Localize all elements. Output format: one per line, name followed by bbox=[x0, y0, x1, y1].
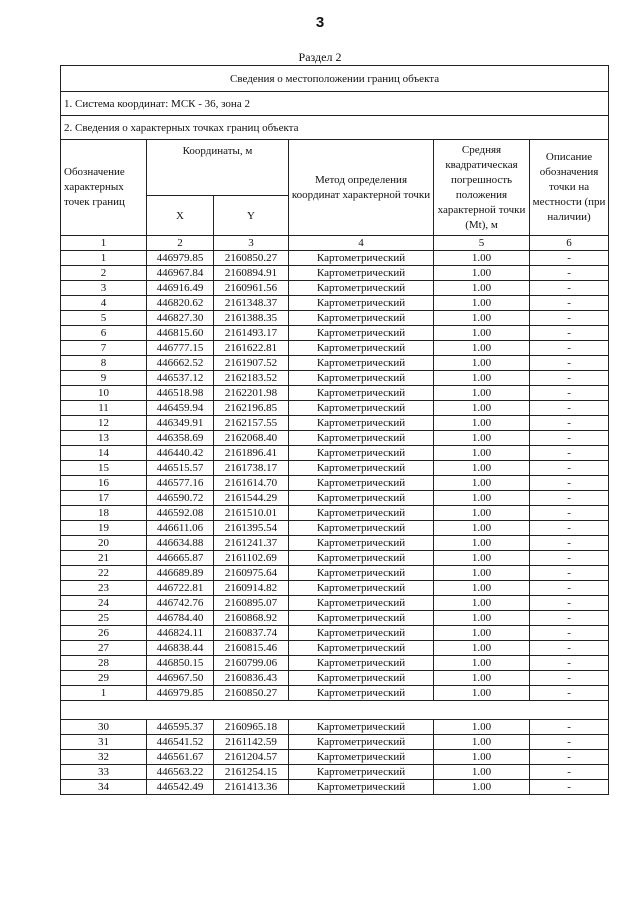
accuracy-cell: 1.00 bbox=[434, 281, 530, 296]
section-title: Раздел 2 bbox=[298, 50, 342, 64]
accuracy-cell: 1.00 bbox=[434, 401, 530, 416]
header-y: Y bbox=[214, 196, 289, 236]
y-coord-cell: 2161622.81 bbox=[214, 341, 289, 356]
x-coord-cell: 446662.52 bbox=[147, 356, 214, 371]
x-coord-cell: 446722.81 bbox=[147, 581, 214, 596]
x-coord-cell: 446358.69 bbox=[147, 431, 214, 446]
method-cell: Картометрический bbox=[289, 326, 434, 341]
method-cell: Картометрический bbox=[289, 566, 434, 581]
y-coord-cell: 2162068.40 bbox=[214, 431, 289, 446]
method-cell: Картометрический bbox=[289, 446, 434, 461]
x-coord-cell: 446518.98 bbox=[147, 386, 214, 401]
y-coord-cell: 2160895.07 bbox=[214, 596, 289, 611]
group-separator-row bbox=[61, 701, 609, 720]
accuracy-cell: 1.00 bbox=[434, 251, 530, 266]
accuracy-cell: 1.00 bbox=[434, 371, 530, 386]
point-number-cell: 27 bbox=[61, 641, 147, 656]
column-number: 1 bbox=[61, 236, 147, 251]
table-row bbox=[61, 750, 609, 765]
y-coord-cell: 2160799.06 bbox=[214, 656, 289, 671]
method-cell: Картометрический bbox=[289, 551, 434, 566]
table-row bbox=[61, 371, 609, 386]
y-coord-cell: 2161348.37 bbox=[214, 296, 289, 311]
point-number-cell: 31 bbox=[61, 735, 147, 750]
method-cell: Картометрический bbox=[289, 401, 434, 416]
y-coord-cell: 2162157.55 bbox=[214, 416, 289, 431]
description-cell: - bbox=[530, 656, 609, 671]
y-coord-cell: 2162183.52 bbox=[214, 371, 289, 386]
x-coord-cell: 446515.57 bbox=[147, 461, 214, 476]
method-cell: Картометрический bbox=[289, 750, 434, 765]
point-number-cell: 16 bbox=[61, 476, 147, 491]
description-cell: - bbox=[530, 671, 609, 686]
point-number-cell: 11 bbox=[61, 401, 147, 416]
accuracy-cell: 1.00 bbox=[434, 536, 530, 551]
point-number-cell: 1 bbox=[61, 251, 147, 266]
table-row bbox=[61, 521, 609, 536]
column-number: 5 bbox=[434, 236, 530, 251]
y-coord-cell: 2161204.57 bbox=[214, 750, 289, 765]
x-coord-cell: 446967.50 bbox=[147, 671, 214, 686]
y-coord-cell: 2160961.56 bbox=[214, 281, 289, 296]
x-coord-cell: 446838.44 bbox=[147, 641, 214, 656]
method-cell: Картометрический bbox=[289, 735, 434, 750]
column-number: 2 bbox=[147, 236, 214, 251]
method-cell: Картометрический bbox=[289, 416, 434, 431]
table-row bbox=[61, 266, 609, 281]
y-coord-cell: 2161142.59 bbox=[214, 735, 289, 750]
description-cell: - bbox=[530, 765, 609, 780]
y-coord-cell: 2161614.70 bbox=[214, 476, 289, 491]
table-row bbox=[61, 476, 609, 491]
point-number-cell: 15 bbox=[61, 461, 147, 476]
description-cell: - bbox=[530, 281, 609, 296]
method-cell: Картометрический bbox=[289, 626, 434, 641]
description-cell: - bbox=[530, 461, 609, 476]
table-row bbox=[61, 596, 609, 611]
method-cell: Картометрический bbox=[289, 536, 434, 551]
description-cell: - bbox=[530, 416, 609, 431]
x-coord-cell: 446815.60 bbox=[147, 326, 214, 341]
point-number-cell: 29 bbox=[61, 671, 147, 686]
accuracy-cell: 1.00 bbox=[434, 626, 530, 641]
table-row bbox=[61, 341, 609, 356]
method-cell: Картометрический bbox=[289, 641, 434, 656]
table-row bbox=[61, 656, 609, 671]
accuracy-cell: 1.00 bbox=[434, 765, 530, 780]
header-designation: Обозначение характерных точек границ bbox=[61, 140, 147, 236]
method-cell: Картометрический bbox=[289, 596, 434, 611]
method-cell: Картометрический bbox=[289, 765, 434, 780]
description-cell: - bbox=[530, 311, 609, 326]
point-number-cell: 8 bbox=[61, 356, 147, 371]
method-cell: Картометрический bbox=[289, 656, 434, 671]
accuracy-cell: 1.00 bbox=[434, 596, 530, 611]
description-cell: - bbox=[530, 296, 609, 311]
accuracy-cell: 1.00 bbox=[434, 551, 530, 566]
method-cell: Картометрический bbox=[289, 281, 434, 296]
description-cell: - bbox=[530, 401, 609, 416]
method-cell: Картометрический bbox=[289, 491, 434, 506]
accuracy-cell: 1.00 bbox=[434, 656, 530, 671]
description-cell: - bbox=[530, 506, 609, 521]
point-number-cell: 13 bbox=[61, 431, 147, 446]
y-coord-cell: 2161493.17 bbox=[214, 326, 289, 341]
y-coord-cell: 2161413.36 bbox=[214, 780, 289, 795]
column-number: 6 bbox=[530, 236, 609, 251]
y-coord-cell: 2160914.82 bbox=[214, 581, 289, 596]
accuracy-cell: 1.00 bbox=[434, 506, 530, 521]
method-cell: Картометрический bbox=[289, 521, 434, 536]
table-row bbox=[61, 491, 609, 506]
table-row bbox=[61, 611, 609, 626]
table-row bbox=[61, 461, 609, 476]
method-cell: Картометрический bbox=[289, 371, 434, 386]
description-cell: - bbox=[530, 251, 609, 266]
description-cell: - bbox=[530, 735, 609, 750]
table-row bbox=[61, 686, 609, 701]
point-number-cell: 3 bbox=[61, 281, 147, 296]
method-cell: Картометрический bbox=[289, 296, 434, 311]
y-coord-cell: 2161738.17 bbox=[214, 461, 289, 476]
description-cell: - bbox=[530, 356, 609, 371]
accuracy-cell: 1.00 bbox=[434, 476, 530, 491]
point-number-cell: 19 bbox=[61, 521, 147, 536]
point-number-cell: 32 bbox=[61, 750, 147, 765]
table-row bbox=[61, 311, 609, 326]
description-cell: - bbox=[530, 720, 609, 735]
x-coord-cell: 446850.15 bbox=[147, 656, 214, 671]
coordinate-system: 1. Система координат: МСК - 36, зона 2 bbox=[61, 92, 609, 116]
x-coord-cell: 446979.85 bbox=[147, 251, 214, 266]
accuracy-cell: 1.00 bbox=[434, 686, 530, 701]
point-number-cell: 4 bbox=[61, 296, 147, 311]
x-coord-cell: 446827.30 bbox=[147, 311, 214, 326]
accuracy-cell: 1.00 bbox=[434, 491, 530, 506]
table-row bbox=[61, 386, 609, 401]
x-coord-cell: 446440.42 bbox=[147, 446, 214, 461]
accuracy-cell: 1.00 bbox=[434, 566, 530, 581]
point-number-cell: 10 bbox=[61, 386, 147, 401]
table-row bbox=[61, 296, 609, 311]
x-coord-cell: 446634.88 bbox=[147, 536, 214, 551]
method-cell: Картометрический bbox=[289, 431, 434, 446]
table-row bbox=[61, 251, 609, 266]
description-cell: - bbox=[530, 341, 609, 356]
table-row bbox=[61, 446, 609, 461]
y-coord-cell: 2161896.41 bbox=[214, 446, 289, 461]
description-cell: - bbox=[530, 641, 609, 656]
header-accuracy: Средняя квадратическая погрешность положения характерной точки (Mt), м bbox=[434, 140, 530, 236]
table-row bbox=[61, 536, 609, 551]
description-cell: - bbox=[530, 386, 609, 401]
accuracy-cell: 1.00 bbox=[434, 446, 530, 461]
table-row bbox=[61, 566, 609, 581]
point-number-cell: 7 bbox=[61, 341, 147, 356]
y-coord-cell: 2162196.85 bbox=[214, 401, 289, 416]
method-cell: Картометрический bbox=[289, 720, 434, 735]
table-row bbox=[61, 641, 609, 656]
y-coord-cell: 2160837.74 bbox=[214, 626, 289, 641]
y-coord-cell: 2161241.37 bbox=[214, 536, 289, 551]
point-number-cell: 14 bbox=[61, 446, 147, 461]
y-coord-cell: 2161544.29 bbox=[214, 491, 289, 506]
method-cell: Картометрический bbox=[289, 266, 434, 281]
x-coord-cell: 446967.84 bbox=[147, 266, 214, 281]
table-row bbox=[61, 720, 609, 735]
y-coord-cell: 2161388.35 bbox=[214, 311, 289, 326]
description-cell: - bbox=[530, 626, 609, 641]
x-coord-cell: 446916.49 bbox=[147, 281, 214, 296]
y-coord-cell: 2160836.43 bbox=[214, 671, 289, 686]
table-row bbox=[61, 356, 609, 371]
x-coord-cell: 446820.62 bbox=[147, 296, 214, 311]
empty-separator-cell bbox=[61, 701, 609, 720]
table-row bbox=[61, 581, 609, 596]
y-coord-cell: 2160894.91 bbox=[214, 266, 289, 281]
method-cell: Картометрический bbox=[289, 251, 434, 266]
x-coord-cell: 446595.37 bbox=[147, 720, 214, 735]
x-coord-cell: 446541.52 bbox=[147, 735, 214, 750]
x-coord-cell: 446777.15 bbox=[147, 341, 214, 356]
x-coord-cell: 446689.89 bbox=[147, 566, 214, 581]
point-number-cell: 9 bbox=[61, 371, 147, 386]
point-number-cell: 23 bbox=[61, 581, 147, 596]
y-coord-cell: 2161254.15 bbox=[214, 765, 289, 780]
description-cell: - bbox=[530, 521, 609, 536]
description-cell: - bbox=[530, 551, 609, 566]
x-coord-cell: 446563.22 bbox=[147, 765, 214, 780]
method-cell: Картометрический bbox=[289, 686, 434, 701]
table-row bbox=[61, 765, 609, 780]
method-cell: Картометрический bbox=[289, 581, 434, 596]
point-number-cell: 21 bbox=[61, 551, 147, 566]
point-number-cell: 12 bbox=[61, 416, 147, 431]
accuracy-cell: 1.00 bbox=[434, 266, 530, 281]
x-coord-cell: 446349.91 bbox=[147, 416, 214, 431]
point-number-cell: 5 bbox=[61, 311, 147, 326]
description-cell: - bbox=[530, 596, 609, 611]
page-number: 3 bbox=[315, 14, 325, 31]
header-coords: Координаты, м bbox=[147, 140, 289, 196]
accuracy-cell: 1.00 bbox=[434, 431, 530, 446]
header-description: Описание обозначения точки на местности (при наличии) bbox=[530, 140, 609, 236]
point-number-cell: 17 bbox=[61, 491, 147, 506]
point-number-cell: 24 bbox=[61, 596, 147, 611]
description-cell: - bbox=[530, 611, 609, 626]
method-cell: Картометрический bbox=[289, 461, 434, 476]
x-coord-cell: 446561.67 bbox=[147, 750, 214, 765]
method-cell: Картометрический bbox=[289, 780, 434, 795]
accuracy-cell: 1.00 bbox=[434, 735, 530, 750]
table-row bbox=[61, 281, 609, 296]
table-row bbox=[61, 735, 609, 750]
table-row bbox=[61, 326, 609, 341]
method-cell: Картометрический bbox=[289, 611, 434, 626]
accuracy-cell: 1.00 bbox=[434, 521, 530, 536]
point-number-cell: 26 bbox=[61, 626, 147, 641]
y-coord-cell: 2160965.18 bbox=[214, 720, 289, 735]
description-cell: - bbox=[530, 581, 609, 596]
description-cell: - bbox=[530, 476, 609, 491]
column-number: 4 bbox=[289, 236, 434, 251]
accuracy-cell: 1.00 bbox=[434, 720, 530, 735]
table-row bbox=[61, 416, 609, 431]
x-coord-cell: 446542.49 bbox=[147, 780, 214, 795]
description-cell: - bbox=[530, 536, 609, 551]
point-number-cell: 2 bbox=[61, 266, 147, 281]
accuracy-cell: 1.00 bbox=[434, 461, 530, 476]
table-row bbox=[61, 431, 609, 446]
method-cell: Картометрический bbox=[289, 386, 434, 401]
description-cell: - bbox=[530, 566, 609, 581]
accuracy-cell: 1.00 bbox=[434, 416, 530, 431]
header-x: X bbox=[147, 196, 214, 236]
accuracy-cell: 1.00 bbox=[434, 750, 530, 765]
description-cell: - bbox=[530, 780, 609, 795]
description-cell: - bbox=[530, 686, 609, 701]
table-row bbox=[61, 551, 609, 566]
accuracy-cell: 1.00 bbox=[434, 671, 530, 686]
description-cell: - bbox=[530, 431, 609, 446]
accuracy-cell: 1.00 bbox=[434, 780, 530, 795]
accuracy-cell: 1.00 bbox=[434, 326, 530, 341]
table-row bbox=[61, 626, 609, 641]
y-coord-cell: 2160975.64 bbox=[214, 566, 289, 581]
point-number-cell: 25 bbox=[61, 611, 147, 626]
y-coord-cell: 2161395.54 bbox=[214, 521, 289, 536]
boundary-points-table bbox=[60, 65, 609, 795]
description-cell: - bbox=[530, 491, 609, 506]
point-number-cell: 18 bbox=[61, 506, 147, 521]
accuracy-cell: 1.00 bbox=[434, 311, 530, 326]
x-coord-cell: 446459.94 bbox=[147, 401, 214, 416]
table-row bbox=[61, 780, 609, 795]
method-cell: Картометрический bbox=[289, 506, 434, 521]
description-cell: - bbox=[530, 266, 609, 281]
x-coord-cell: 446665.87 bbox=[147, 551, 214, 566]
y-coord-cell: 2162201.98 bbox=[214, 386, 289, 401]
x-coord-cell: 446592.08 bbox=[147, 506, 214, 521]
table-row bbox=[61, 671, 609, 686]
x-coord-cell: 446979.85 bbox=[147, 686, 214, 701]
point-number-cell: 1 bbox=[61, 686, 147, 701]
y-coord-cell: 2160850.27 bbox=[214, 686, 289, 701]
x-coord-cell: 446824.11 bbox=[147, 626, 214, 641]
method-cell: Картометрический bbox=[289, 341, 434, 356]
x-coord-cell: 446742.76 bbox=[147, 596, 214, 611]
description-cell: - bbox=[530, 446, 609, 461]
accuracy-cell: 1.00 bbox=[434, 641, 530, 656]
accuracy-cell: 1.00 bbox=[434, 356, 530, 371]
point-number-cell: 28 bbox=[61, 656, 147, 671]
header-method: Метод определения координат характерной точки bbox=[289, 140, 434, 236]
x-coord-cell: 446611.06 bbox=[147, 521, 214, 536]
accuracy-cell: 1.00 bbox=[434, 341, 530, 356]
y-coord-cell: 2161102.69 bbox=[214, 551, 289, 566]
accuracy-cell: 1.00 bbox=[434, 296, 530, 311]
x-coord-cell: 446577.16 bbox=[147, 476, 214, 491]
x-coord-cell: 446784.40 bbox=[147, 611, 214, 626]
point-number-cell: 30 bbox=[61, 720, 147, 735]
description-cell: - bbox=[530, 750, 609, 765]
method-cell: Картометрический bbox=[289, 356, 434, 371]
table-row bbox=[61, 401, 609, 416]
point-number-cell: 20 bbox=[61, 536, 147, 551]
table-title: Сведения о местоположении границ объекта bbox=[61, 66, 609, 92]
method-cell: Картометрический bbox=[289, 476, 434, 491]
point-number-cell: 6 bbox=[61, 326, 147, 341]
y-coord-cell: 2161510.01 bbox=[214, 506, 289, 521]
accuracy-cell: 1.00 bbox=[434, 386, 530, 401]
description-cell: - bbox=[530, 326, 609, 341]
accuracy-cell: 1.00 bbox=[434, 611, 530, 626]
method-cell: Картометрический bbox=[289, 671, 434, 686]
y-coord-cell: 2160850.27 bbox=[214, 251, 289, 266]
method-cell: Картометрический bbox=[289, 311, 434, 326]
column-number: 3 bbox=[214, 236, 289, 251]
points-heading: 2. Сведения о характерных точках границ объекта bbox=[61, 116, 609, 140]
point-number-cell: 34 bbox=[61, 780, 147, 795]
x-coord-cell: 446537.12 bbox=[147, 371, 214, 386]
description-cell: - bbox=[530, 371, 609, 386]
point-number-cell: 22 bbox=[61, 566, 147, 581]
table-row bbox=[61, 506, 609, 521]
accuracy-cell: 1.00 bbox=[434, 581, 530, 596]
y-coord-cell: 2160815.46 bbox=[214, 641, 289, 656]
y-coord-cell: 2161907.52 bbox=[214, 356, 289, 371]
y-coord-cell: 2160868.92 bbox=[214, 611, 289, 626]
x-coord-cell: 446590.72 bbox=[147, 491, 214, 506]
point-number-cell: 33 bbox=[61, 765, 147, 780]
